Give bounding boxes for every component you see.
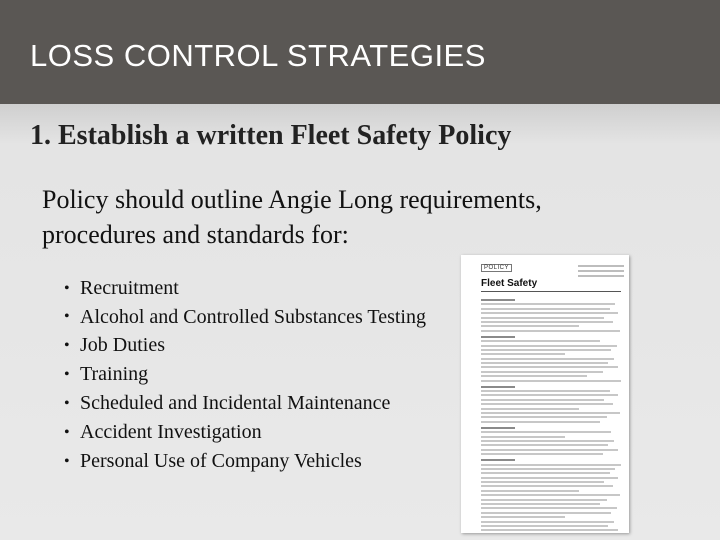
bullet-maintenance: • Scheduled and Incidental Maintenance xyxy=(60,389,440,418)
document-text-line xyxy=(481,416,607,418)
document-text-line xyxy=(481,440,614,442)
document-text-line xyxy=(481,412,620,414)
document-text-line xyxy=(481,340,600,342)
bullet-list xyxy=(60,274,440,476)
slide-title: LOSS CONTROL STRATEGIES xyxy=(30,38,486,73)
document-text-line xyxy=(481,512,611,514)
document-text-line xyxy=(481,449,618,451)
document-text-line xyxy=(481,494,620,496)
document-section-heading-line xyxy=(481,427,515,429)
document-text-line xyxy=(481,325,579,327)
document-text-line xyxy=(481,349,611,351)
document-rule xyxy=(481,291,621,292)
document-text-line xyxy=(481,507,617,509)
document-text-line xyxy=(481,477,618,479)
document-text-line xyxy=(481,464,621,466)
document-text-line xyxy=(481,408,579,410)
document-text-line xyxy=(481,472,610,474)
document-text-line xyxy=(481,490,579,492)
slide-heading: 1. Establish a written Fleet Safety Policy xyxy=(30,120,512,151)
bullet-recruitment: • Recruitment xyxy=(60,274,440,303)
document-text-line xyxy=(481,308,610,310)
document-text-line xyxy=(481,375,587,377)
document-text-line xyxy=(481,345,617,347)
document-text-line xyxy=(481,312,618,314)
document-text-line xyxy=(481,358,614,360)
document-text-line xyxy=(481,362,608,364)
document-section-heading-line xyxy=(481,386,515,388)
document-text-line xyxy=(481,421,600,423)
intro-paragraph: Policy should outline Angie Long requirements, procedures and standards for: xyxy=(42,185,542,249)
document-section-heading-line xyxy=(481,299,515,301)
document-text-line xyxy=(481,321,613,323)
document-text-line xyxy=(481,353,565,355)
bullet-substance-testing: • Alcohol and Controlled Substances Testing xyxy=(60,303,440,331)
document-text-line xyxy=(481,317,604,319)
document-text-line xyxy=(481,399,604,401)
document-body-text xyxy=(481,295,621,533)
document-section-heading-line xyxy=(481,336,515,338)
title-bar xyxy=(0,0,720,104)
bullet-job-duties: • Job Duties xyxy=(60,331,440,360)
document-text-line xyxy=(481,521,614,523)
document-text-line xyxy=(481,366,618,368)
document-text-line xyxy=(481,468,615,470)
document-text-line xyxy=(481,303,615,305)
document-text-line xyxy=(481,431,611,433)
document-text-line xyxy=(481,330,620,332)
document-text-line xyxy=(481,380,621,382)
bullet-training: • Training xyxy=(60,360,440,389)
document-text-line xyxy=(481,436,565,438)
document-text-line xyxy=(481,525,608,527)
bullet-personal-use: • Personal Use of Company Vehicles xyxy=(60,447,440,476)
policy-document-thumbnail xyxy=(461,255,629,533)
document-meta xyxy=(578,265,624,280)
document-text-line xyxy=(481,499,607,501)
document-text-line xyxy=(481,371,603,373)
document-tag: POLICY xyxy=(481,264,512,272)
document-text-line xyxy=(481,503,600,505)
document-text-line xyxy=(481,485,613,487)
document-text-line xyxy=(481,529,618,531)
bullet-accident-investigation: • Accident Investigation xyxy=(60,418,440,447)
document-title: Fleet Safety xyxy=(481,278,538,289)
document-text-line xyxy=(481,453,603,455)
document-text-line xyxy=(481,394,618,396)
document-text-line xyxy=(481,390,610,392)
document-section-heading-line xyxy=(481,459,515,461)
document-text-line xyxy=(481,403,613,405)
document-text-line xyxy=(481,516,565,518)
document-text-line xyxy=(481,481,604,483)
document-text-line xyxy=(481,444,608,446)
